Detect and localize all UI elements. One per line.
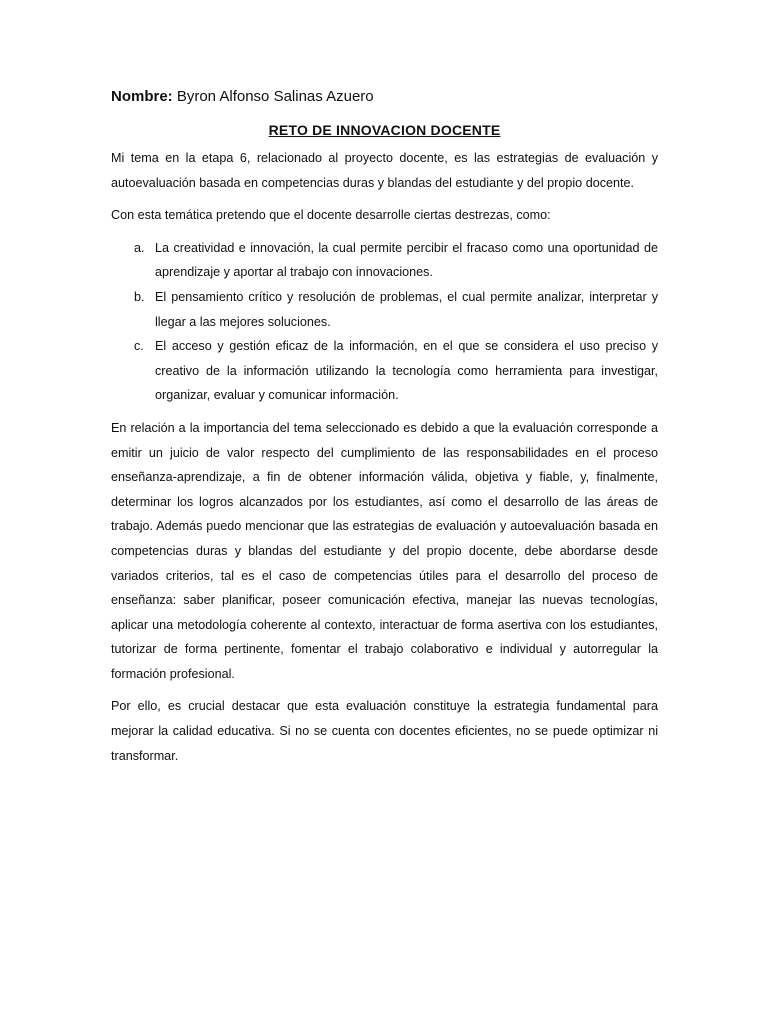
list-marker: b.	[134, 289, 145, 304]
list-item	[111, 285, 658, 334]
list-item	[111, 236, 658, 285]
author-line	[111, 86, 658, 108]
author-label: Nombre:	[111, 88, 173, 105]
list-item-text: La creatividad e innovación, la cual permite percibir el fracaso como una oportunidad de aprendizaje y aportar al trabajo con innovaciones.	[155, 240, 658, 280]
list-marker: a.	[134, 240, 145, 255]
list-item-text: El pensamiento crítico y resolución de problemas, el cual permite analizar, interpretar y llegar a las mejores soluciones.	[155, 289, 658, 329]
intro-paragraph: Mi tema en la etapa 6, relacionado al proyecto docente, es las estrategias de evaluación y autoevaluación basada en competencias duras y blandas del estudiante y del propio docente.	[111, 151, 658, 190]
list-marker: c.	[134, 339, 144, 354]
document-body	[111, 86, 658, 776]
document-title: RETO DE INNOVACION DOCENTE	[268, 122, 501, 138]
skills-lead-paragraph: Con esta temática pretendo que el docente desarrolle ciertas destrezas, como:	[111, 208, 551, 223]
conclusion-paragraph: Por ello, es crucial destacar que esta evaluación constituye la estrategia fundamental para mejorar la calidad educativa. Si no se cuenta con docentes eficientes, no se puede optimizar ni transformar.	[111, 699, 658, 763]
list-item	[111, 334, 658, 408]
skills-list	[111, 236, 658, 408]
importance-paragraph: En relación a la importancia del tema seleccionado es debido a que la evaluación corresponde a emitir un juicio de valor respecto del cumplimiento de las responsabilidades en el proceso enseñanza-aprendizaje, a fin de obtener información válida, objetiva y fiable, y, finalmente, determinar los logros alcanzados por los estudiantes, así como el desarrollo de las áreas de trabajo. Además puedo mencionar que las estrategias de evaluación y autoevaluación basada en competencias duras y blandas del estudiante y del propio docente, debe abordarse desde variados criterios, tal es el caso de competencias útiles para el desarrollo del proceso de enseñanza: saber planificar, poseer comunicación efectiva, manejar las nuevas tecnologías, aplicar una metodología coherente al contexto, interactuar de forma asertiva con los estudiantes, tutorizar de forma pertinente, fomentar el trabajo colaborativo e individual y autorregular la formación profesional.	[111, 420, 658, 681]
author-name: Byron Alfonso Salinas Azuero	[176, 88, 374, 105]
list-item-text: El acceso y gestión eficaz de la información, en el que se considera el uso preciso y creativo de la información utilizando la tecnología como herramienta para investigar, organizar, evaluar y comunicar información.	[155, 339, 658, 403]
